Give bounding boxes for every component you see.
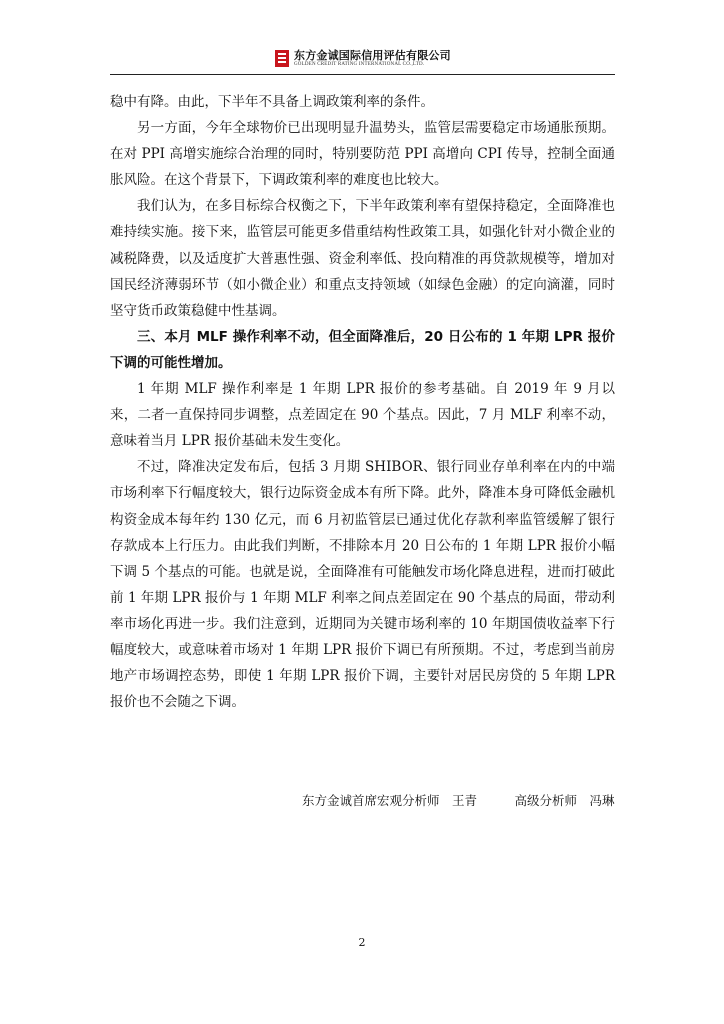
header-divider xyxy=(110,74,615,75)
company-name-cn: 东方金诚国际信用评估有限公司 xyxy=(294,49,451,62)
company-logo-icon xyxy=(275,50,289,67)
paragraph-5: 不过，降准决定发布后，包括 3 月期 SHIBOR、银行同业存单利率在内的中端市场利率下行幅度较大，银行边际资金成本有所下降。此外，降准本身可降低金融机构资金成本每年约 130 亿元，而 6 月初监管层已通过优化存款利率监管缓解了银行存款成本上行压力。由此我们判断，不排除本月 20 日公布的 1 年期 LPR 报价小幅下调 5 个基点的可能。也就是说，全面降准有可能触发市场化降息进程，进而打破此前 1 年期 LPR 报价与 1 年期 MLF 利率之间点差固定在 90 个基点的局面，带动利率市场化再进一步。我们注意到，近期同为关键市场利率的 10 年期国债收益率下行幅度较大，或意味着市场对 1 年期 LPR 报价下调已有所预期。不过，考虑到当前房地产市场调控态势，即使 1 年期 LPR 报价下调，主要针对居民房贷的 5 年期 LPR 报价也不会随之下调。 xyxy=(110,459,615,711)
paragraph-3: 我们认为，在多目标综合权衡之下，下半年政策利率有望保持稳定，全面降准也难持续实施。接下来，监管层可能更多借重结构性政策工具，如强化针对小微企业的减税降费，以及适度扩大普惠性强、资金利率低、投向精准的再贷款规模等，增加对国民经济薄弱环节（如小微企业）和重点支持领域（如绿色金融）的定向滴灌，同时坚守货币政策稳健中性基调。 xyxy=(110,198,615,319)
report-header xyxy=(275,50,451,67)
paragraph-1: 稳中有降。由此，下半年不具备上调政策利率的条件。 xyxy=(110,94,434,110)
company-name-en: GOLDEN CREDIT RATING INTERNATIONAL CO.,LTD. xyxy=(294,62,425,67)
section-heading: 三、本月 MLF 操作利率不动，但全面降准后，20 日公布的 1 年期 LPR 报价下调的可能性增加。 xyxy=(110,328,615,371)
page-number: 2 xyxy=(358,936,366,949)
analyst-signature: 东方金诚首席宏观分析师 王青 高级分析师 冯琳 xyxy=(302,793,615,808)
company-logo-text xyxy=(294,50,451,67)
paragraph-2: 另一方面，今年全球物价已出现明显升温势头，监管层需要稳定市场通胀预期。在对 PPI 高增实施综合治理的同时，特别要防范 PPI 高增向 CPI 传导，控制全面通胀风险。在这个背景下，下调政策利率的难度也比较大。 xyxy=(110,120,615,189)
document-body xyxy=(110,89,615,715)
paragraph-4: 1 年期 MLF 操作利率是 1 年期 LPR 报价的参考基础。自 2019 年 9 月以来，二者一直保持同步调整，点差固定在 90 个基点。因此，7 月 MLF 利率不动，意味着当月 LPR 报价基础未发生变化。 xyxy=(110,381,615,450)
